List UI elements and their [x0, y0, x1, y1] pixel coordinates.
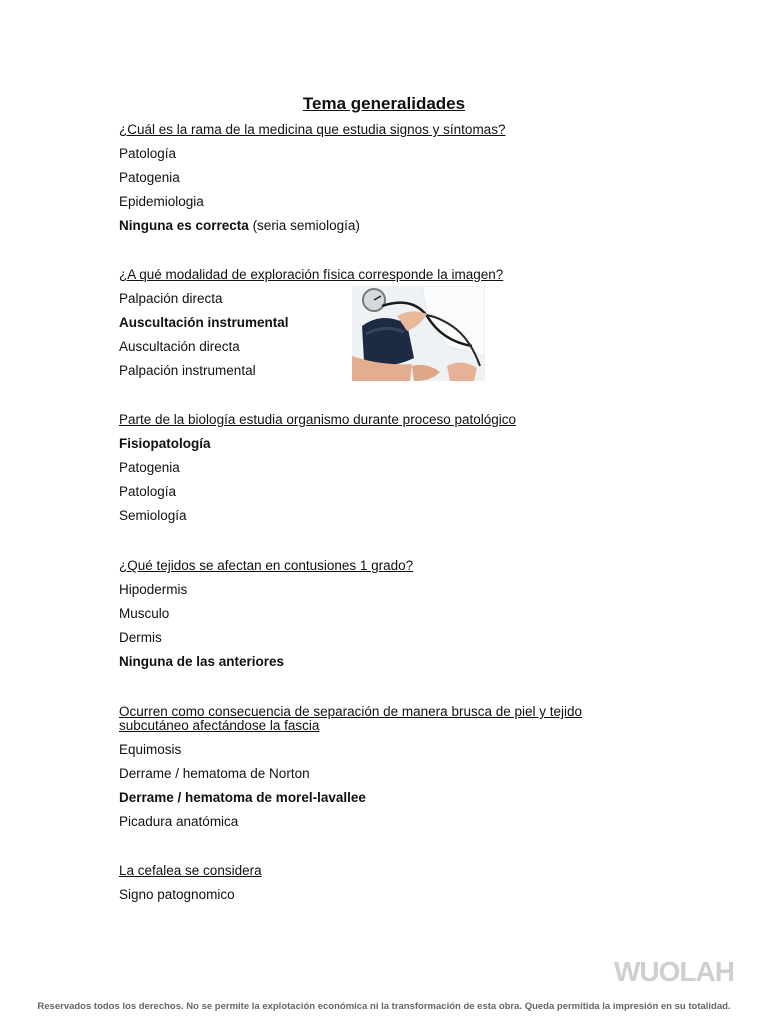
answer-option: Picadura anatómica — [119, 814, 239, 829]
answer-option: Patología — [119, 146, 177, 161]
question-text: ¿A qué modalidad de exploración física corresponde la imagen? — [119, 267, 504, 282]
question-text: Ocurren como consecuencia de separación de manera brusca de piel y tejido — [119, 704, 583, 719]
answer-option: Epidemiologia — [119, 194, 204, 209]
answer-option: Palpación instrumental — [119, 363, 256, 378]
answer-option-correct: Auscultación instrumental — [119, 315, 289, 330]
page-title: Tema generalidades — [302, 94, 466, 113]
answer-note: (seria semiología) — [252, 218, 360, 233]
answer-option: Musculo — [119, 606, 170, 621]
answer-option: Dermis — [119, 630, 162, 645]
answer-option: Semiología — [119, 508, 187, 523]
question-text: ¿Cuál es la rama de la medicina que estudia signos y síntomas? — [119, 122, 506, 137]
answer-option: Signo patognomico — [119, 887, 235, 902]
answer-option-correct: Ninguna de las anteriores — [119, 654, 285, 669]
answer-option: Patogenia — [119, 460, 180, 475]
answer-option: Derrame / hematoma de Norton — [119, 766, 310, 781]
answer-option-correct: Derrame / hematoma de morel-lavallee — [119, 790, 366, 805]
question-text: ¿Qué tejidos se afectan en contusiones 1 grado? — [119, 558, 414, 573]
question-block — [119, 705, 582, 830]
question-text: subcutáneo afectándose la fascia — [119, 718, 320, 733]
question-block — [119, 413, 516, 524]
question-block — [119, 123, 505, 234]
question-text: Parte de la biología estudia organismo durante proceso patológico — [119, 412, 517, 427]
correct-answer-label: Ninguna es correcta — [119, 218, 249, 233]
footer-rights-notice: Reservados todos los derechos. No se permite la explotación económica ni la transformación de esta obra. Queda permitida la impresión en su totalidad. — [37, 1001, 731, 1012]
answer-option-correct: Fisiopatología — [119, 436, 211, 451]
answer-option-correct — [119, 218, 505, 234]
answer-option: Patogenia — [119, 170, 180, 185]
answer-option: Auscultación directa — [119, 339, 240, 354]
answer-option: Hipodermis — [119, 582, 188, 597]
question-block — [119, 864, 262, 903]
answer-option: Patología — [119, 484, 177, 499]
answer-option: Palpación directa — [119, 291, 223, 306]
question-block — [119, 559, 413, 670]
wuolah-logo: WUOLAH — [614, 956, 734, 987]
question-text: La cefalea se considera — [119, 863, 262, 878]
blood-pressure-photo — [352, 286, 485, 381]
answer-option: Equimosis — [119, 742, 182, 757]
